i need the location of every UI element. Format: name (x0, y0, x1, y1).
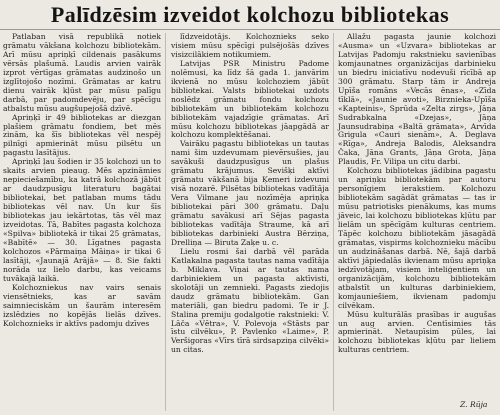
paragraph: Kolchozniekus nav vairs senais viensētnieks, kas ar savām saimnieciskām un šaurām interesēm izslēdzies no kopējās lielās dzīves. Kolchoznieks ir aktīvs padomju dzīves (3, 282, 161, 328)
article-column-3 (338, 33, 496, 355)
paragraph: Apriņķī ļau šodien ir 35 kolchozi un to skaits arvien pieaug. Mēs apzināmies nepieciešamību, ka katrā kolchozā jābūt ar daudzpusīgu literaturu bagātai bibliotekai, bet patlaban mums tādu bibliotekas vēl nav. Un kur šīs bibliotekas jau iekārtotas, tās vēl maz izveidotas. Tā, Babītes pagasta kolchoza «Spilva» bibliotekā ir tikai 25 grāmatas, «Babītē» — 30. Līgatnes pagasta kolchozos «Pārmaiņa Māiņa» ir tikai 6 lasītāji, «Jaunajā Arājā» — 8. Sie fakti norāda uz lielo darbu, kas veicams tuvākajā laikā. (3, 157, 161, 283)
article-column-2 (171, 33, 329, 355)
paragraph: Vairāku pagastu bibliotekas un tautas nami šim uzdevumam pievērsušies, jau savākuši daudzpusīgus un plašus grāmatu krājumus. Sevišķi aktīvi grāmatu vākšanā bija Ķemeri izdevumi visā nozarē. Pilsētas bibliotekas vadītāja Vera Vilmane jau nozīmēja apriņķa bibliotekai pāri 300 grāmatu. Daļu grāmatu savākusi arī Sējas pagasta bibliotekas vadītāja Straume, kā arī bibliotekas darbinieki Austra Bērziņa, Drelliņa — Biruta Zaķe u. c. (171, 139, 329, 247)
paragraph: Patlaban visā republikā notiek grāmatu vākšana kolchozu bibliotekām. Arī mūsu apriņķī cildenais pasākums vērsās plašumā. Laudis arvien vairāk izprot vērtīgas grāmatas audzinošo un izglītojošo nozīmi. Grāmatas ar katru dienu vairāk kļūst par mūsu palīgu darbā, par padomdevēju, par spēcīgu atbalstu mūsu augšupejošā dzīvē. (3, 32, 161, 113)
paragraph: Kolchozu bibliotekas jādibina pagastu un apriņķu bibliotekām par autoru personīgiem ierakstiem. Kolchozu bibliotekām sagādāt grāmatas — tas ir mūsu patriotisks pienākums, kas mums jāveic, lai kolchozu bibliotekas kļūtu par lielām un spēcīgām kulturas centriem. Tāpēc kolchozu bibliotekām jāsagādā grāmatas, vispirms kolchoznieku mācību un audzināšanas darbā. Nē, šajā darbā aktīvi jāpiedalās ikvienam mūsu apriņķa iedzīvotājam, visiem inteliģentiem un organizācijām, kolchozu bibliotekām atbalstīt un kulturas darbiniekiem, komjauniešiem, ikvienam padomju cilvēkam. (338, 166, 496, 310)
author-signature: Z. Rūja (460, 400, 488, 409)
paragraph: Mūsu kulturālās prasības ir augušas un aug arvien. Centīsimies tās apmierināt. Netaupīsim pūles, lai kolchozu bibliotekas kļūtu par lieliem kulturas centriem. (338, 309, 496, 355)
column-divider (165, 33, 166, 411)
paragraph: līdzveidotājs. Kolchoznieks seko visiem mūsu spēcīgi pulsējošās dzīves visizcilākiem notikumiem. (171, 32, 329, 59)
article-headline: Palīdzēsim izveidot kolchozu bibliotekas (50, 2, 450, 27)
paragraph: Allažu pagasta jaunie kolchozi «Ausma» un «Uzvara» bibliotekas ar Latvijas Padomju rakstnieku savienības komjaunatnes organizācijas darbinieku un biedru iniciatīvu nodevuši rīcībā ap 300 grāmatu. Starp tām ir Andreja Upīša romāns «Vecās ēnas», «Zīda tīklā», «Jaunie avoti», Birznieka-Upīša «Kapteinis», Sprūda «Zelta zirgs», Jāņa Sudrabkalna «Dzejas», Jāņa Jaunsudrabiņa «Baltā grāmata», Arvīda Grigula «Cauri sienām», A. Deglava «Rīga», Andreja Balodis, Aleksandra Čaka, Jāna Grants, Jāņa Grota, Jāņa Plaudis, Fr. Vilipa un citu darbi. (338, 32, 496, 167)
article-column-1 (3, 33, 161, 328)
paragraph: Latvijas PSR Ministru Padome nolēmusi, ka līdz šā gada 1. janvārim ikvienā no mūsu kolchoziem jābūt bibliotekai. Valsts bibliotekai uzdots noslēdz grāmatu fondu kolchozu bibliotekām un bibliotekām kolchozu bibliotekām vajadzīgie grāmatas. Arī mūsu kolchozu bibliotekas jāapgādā ar kolchozu komplektēšanai. (171, 58, 329, 140)
paragraph: Lielu rosmi šai darbā vēl parāda Katlakalna pagasta tautas nama vadītāja b. Miklava. Viņai ar tautas nama darbiniekiem un pagasta aktīvisti, skolotāji un zemnieki. Pagasts ziedojis daudz grāmatu bibliotekām. Gan materiāli, gan biedru padomi. Te ir J. Stalina premiju godalgotie rakstnieki: V. Lāča «Vētra», V. Polevoja «Stāsts par īstu cilvēku», P. Pavlenko «Laime», P. Veršigoras «Vīrs tīrā sirdsapziņa cilvēki» un citas. (171, 246, 329, 355)
paragraph: Apriņķī ir 49 bibliotekas ar diezgan plašiem grāmatu fondiem, bet mēs zinām, ka šīs bibliotekas vēl nespēj pilnīgi apmierināt mūsu pilsētu un pagastu lasītājus. (3, 112, 161, 158)
headline-divider (0, 29, 500, 30)
column-divider (333, 33, 334, 411)
